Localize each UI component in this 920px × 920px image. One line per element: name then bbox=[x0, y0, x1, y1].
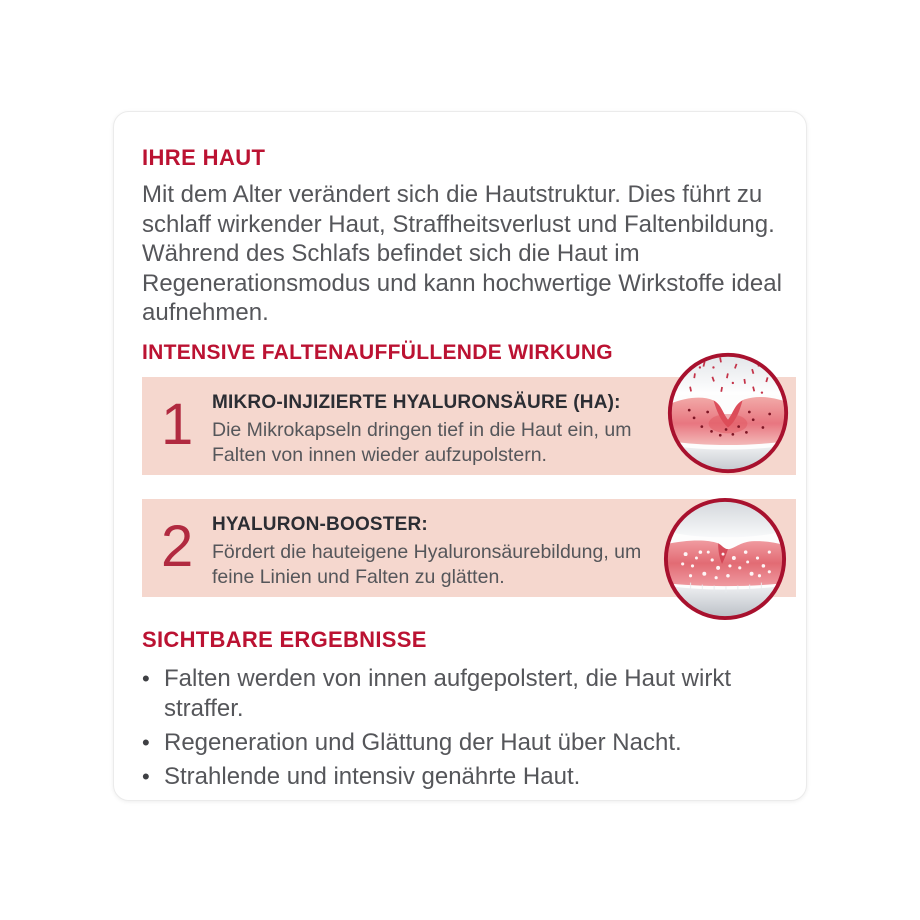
step-2-band bbox=[142, 499, 796, 597]
step-2-heading: HYALURON-BOOSTER: bbox=[212, 513, 428, 535]
step-2-description: Fördert die hauteigene Hyaluronsäurebildung, um feine Linien und Falten zu glätten. bbox=[212, 540, 642, 588]
results-section-title: SICHTBARE ERGEBNISSE bbox=[142, 626, 427, 652]
bullet-icon: • bbox=[142, 729, 150, 755]
step-1-heading: MIKRO-INJIZIERTE HYALURONSÄURE (HA): bbox=[212, 391, 621, 413]
step-1-body bbox=[212, 390, 647, 475]
result-text: Strahlende und intensiv genährte Haut. bbox=[164, 762, 581, 790]
effect-section-title: INTENSIVE FALTENAUFFÜLLENDE WIRKUNG bbox=[142, 340, 613, 364]
product-info-card bbox=[113, 111, 807, 801]
bullet-icon: • bbox=[142, 763, 150, 789]
skin-cross-section-hyaluron-illustration bbox=[661, 495, 789, 623]
step-2-body bbox=[212, 512, 647, 597]
step-1-band bbox=[142, 377, 796, 475]
skin-cross-section-wrinkle-illustration bbox=[665, 350, 791, 476]
step-1-number: 1 bbox=[161, 391, 194, 457]
step-2-number: 2 bbox=[161, 513, 194, 579]
result-text: Regeneration und Glättung der Haut über Nacht. bbox=[164, 728, 682, 756]
intro-title: IHRE HAUT bbox=[142, 145, 266, 170]
list-item bbox=[142, 762, 794, 792]
result-text: Falten werden von innen aufgepolstert, die Haut wirkt straffer. bbox=[164, 664, 731, 722]
bullet-icon: • bbox=[142, 665, 150, 691]
results-list bbox=[142, 664, 794, 792]
step-1-description: Die Mikrokapseln dringen tief in die Haut ein, um Falten von innen wieder aufzupolstern. bbox=[212, 418, 632, 466]
intro-body: Mit dem Alter verändert sich die Hautstruktur. Dies führt zu schlaff wirkender Haut, Straffheitsverlust und Faltenbildung. Während des Schlafs befindet sich die Haut im Regenerationsmodus und kann hochwertige Wirkstoffe ideal aufnehmen. bbox=[142, 181, 782, 326]
list-item bbox=[142, 728, 794, 758]
list-item bbox=[142, 664, 794, 724]
